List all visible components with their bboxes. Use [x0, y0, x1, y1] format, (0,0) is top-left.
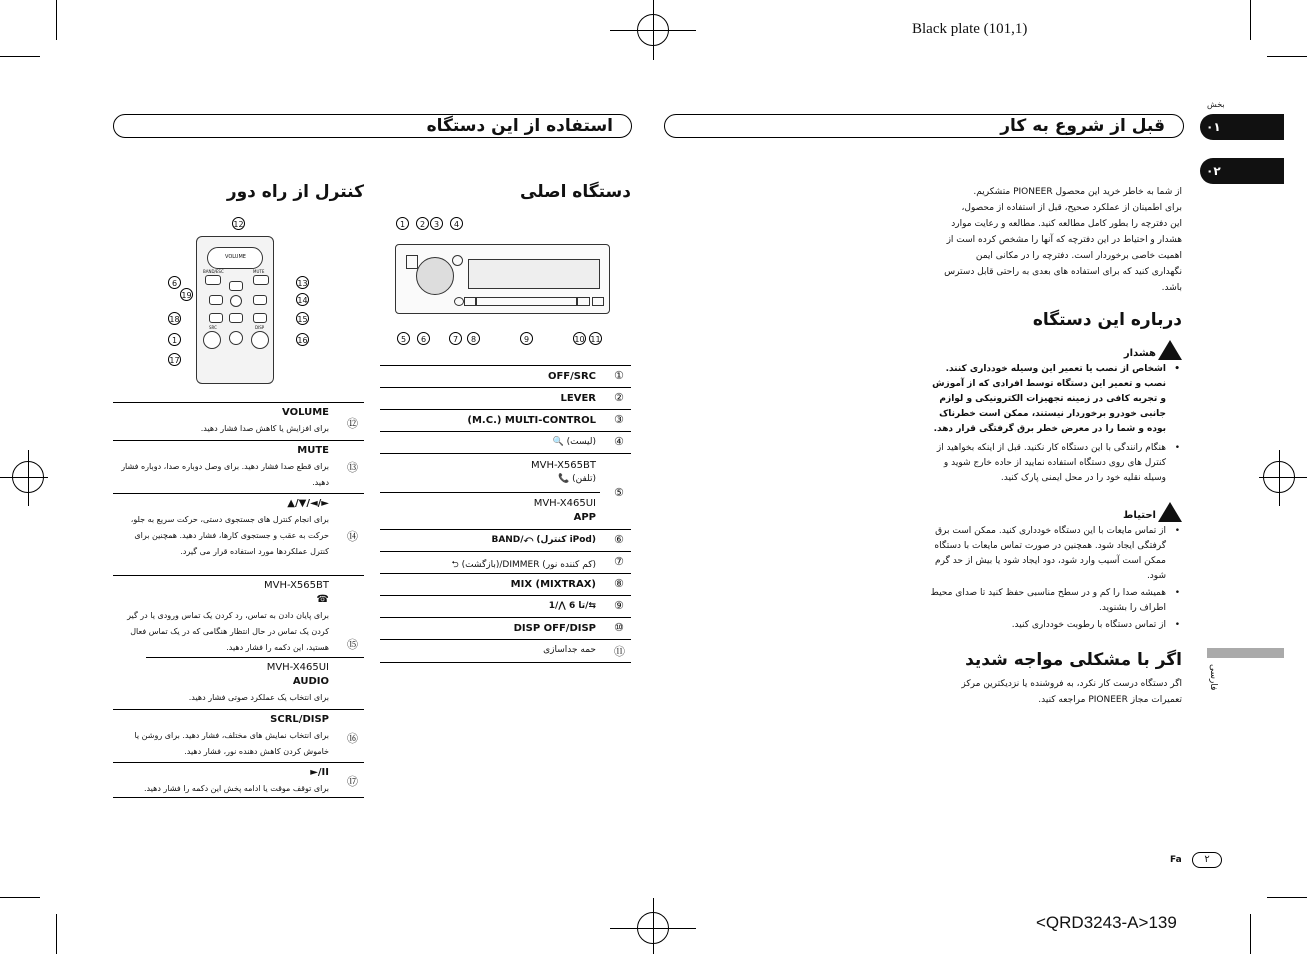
row-text: برای پایان دادن به تماس، رد کردن یک تماس ورودی یا در گیر کردن یک تماس در حال انتظار هنگامی که در یک تماس فعال هستید، این دکمه را فشار دهید. — [127, 611, 329, 652]
callout-7: 7 — [449, 332, 462, 345]
crosshair — [653, 0, 654, 60]
caution-item — [930, 586, 1182, 616]
src-label: SRC — [209, 325, 217, 330]
bullet-icon: • — [1174, 364, 1180, 374]
warning-list — [930, 362, 1182, 486]
row-number: ⑬ — [347, 461, 358, 474]
problem-line: اگر دستگاه درست کار نکرد، به فروشنده یا نزدیکترین مرکز — [961, 679, 1182, 689]
caution-text: همیشه صدا را کم و در سطح مناسبی حفظ کنید تا صدای محیط اطراف را بشنوید. — [930, 588, 1166, 613]
row-label-2: 📞 (تلفن) — [558, 474, 596, 484]
intro-line: نگهداری کنید که برای استفاده های بعدی به راحتی قابل دسترس — [944, 267, 1182, 277]
unit-row — [380, 529, 631, 551]
unit-row — [380, 639, 631, 663]
callout-1: 1 — [168, 333, 181, 346]
callout-8: 8 — [467, 332, 480, 345]
callout-6: 6 — [417, 332, 430, 345]
row-number: ⑭ — [347, 530, 358, 543]
volume-knob[interactable] — [416, 257, 454, 295]
row-number: ⑩ — [614, 621, 624, 634]
row-subheading: AUDIO — [292, 676, 329, 687]
row-number: ② — [614, 391, 624, 404]
warning-text: اشخاص از نصب یا تعمیر این وسیله خودداری کنند. نصب و تعمیر این دستگاه توسط افرادی که از آموزش و تجربه کافی در زمینه تجهیزات الکترونیکی و لوازم جانبی خودرو برخوردار نیستند، ممکن است خطرناک بوده و شما را در معرض خطر برق گرفتگی قرار دهد. — [932, 364, 1166, 434]
row-number: ⑤ — [614, 486, 624, 499]
row-number: ④ — [614, 435, 624, 448]
row-heading: ▲/▼/◄/► — [287, 498, 329, 509]
crosshair — [1279, 450, 1280, 506]
row-label: LEVER — [560, 393, 596, 404]
down-button[interactable] — [229, 313, 243, 323]
display-screen — [468, 259, 600, 289]
tab-02-label: ۰۲ — [1206, 164, 1221, 178]
row-heading: MVH-X565BT — [263, 580, 329, 591]
head-unit-illustration — [395, 244, 610, 314]
intro-line: از شما به خاطر خرید این محصول PIONEER متشکریم. — [973, 187, 1182, 197]
crop-mark — [56, 914, 57, 954]
callout-19: 19 — [180, 288, 193, 301]
callout-5: 5 — [397, 332, 410, 345]
callout-16: 16 — [296, 333, 309, 346]
row-label: 🔍 (لیست) — [552, 437, 596, 447]
row-number: ⑫ — [347, 417, 358, 430]
audio-button[interactable] — [209, 313, 223, 323]
row-divider — [380, 492, 600, 493]
caution-text: از تماس مایعات با این دستگاه خودداری کنید. ممکن است برق گرفتگی ایجاد شود. همچنین در صورت تماس مایعات با دستگاه ممکن است آسیب وارد شود، دود ایجاد شود یا بیش از حد گرم شود. — [934, 526, 1166, 581]
tab-01-label: ۰۱ — [1206, 120, 1221, 134]
intro-line: باشد. — [1161, 283, 1182, 293]
callout-1: 1 — [396, 217, 409, 230]
unit-row — [380, 595, 631, 617]
bullet-icon: • — [1174, 620, 1180, 630]
intro-line: هشدار و احتیاط در این دفترچه که آنها را مشخص کرده است از — [946, 235, 1182, 245]
right-section-header — [664, 114, 1184, 138]
unit-row — [380, 453, 631, 529]
row-number: ③ — [614, 413, 624, 426]
head-unit-title: دستگاه اصلی — [520, 182, 631, 202]
mute-button[interactable] — [253, 275, 269, 285]
unit-row — [380, 365, 631, 387]
row-text: برای افزایش یا کاهش صدا فشار دهید. — [200, 424, 329, 433]
callout-10: 10 — [573, 332, 586, 345]
row-number: ⑧ — [614, 577, 624, 590]
callout-11: 11 — [589, 332, 602, 345]
caution-text: از تماس دستگاه با رطوبت خودداری کنید. — [1011, 620, 1166, 630]
caution-list — [930, 524, 1182, 633]
callout-15: 15 — [296, 312, 309, 325]
up-button[interactable] — [229, 281, 243, 291]
row-text: برای انتخاب نمایش های مختلف، فشار دهید. برای روشن یا خاموش کردن کاهش دهنده نور، فشار دهید. — [134, 731, 329, 756]
row-label: BAND/⤺ (کنترل iPod) — [491, 535, 596, 545]
section-label: بخش — [1207, 100, 1225, 109]
page-number: ۲ — [1204, 854, 1210, 865]
row-number: ⑨ — [614, 599, 624, 612]
row-text: برای انجام کنترل های جستجوی دستی، حرکت سریع به جلو، حرکت به عقب و جستجوی کارها، فشار دهید. همچنین برای کنترل عملکردها مورد استفاده قرار می گیرد. — [130, 515, 329, 556]
callout-6: 6 — [168, 276, 181, 289]
remote-row-mute — [113, 440, 364, 493]
band-label: BAND/ESC — [203, 269, 224, 274]
center-button[interactable] — [230, 295, 242, 307]
crop-mark — [1250, 914, 1251, 954]
disp-button[interactable] — [576, 297, 590, 306]
row-number: ① — [614, 369, 624, 382]
unit-row — [380, 431, 631, 453]
row-label: 1/⋀ تا 6/⇆ — [548, 601, 596, 611]
crop-mark — [0, 56, 40, 57]
language-code: Fa — [1170, 855, 1182, 865]
right-header-title: قبل از شروع به کار — [1000, 116, 1165, 136]
tab-section-01[interactable] — [1200, 114, 1284, 140]
row-label: MIX (MIXTRAX) — [510, 579, 596, 590]
problem-title: اگر با مشکلی مواجه شدید — [965, 650, 1182, 670]
remote-row-scrl-disp — [113, 709, 364, 762]
bullet-icon: • — [1174, 526, 1180, 536]
preset-buttons[interactable] — [476, 297, 578, 306]
remote-control-illustration — [196, 236, 274, 384]
unit-row — [380, 617, 631, 639]
footer-code: <QRD3243-A>139 — [1036, 913, 1177, 932]
right-button[interactable] — [253, 295, 267, 305]
callout-9: 9 — [520, 332, 533, 345]
row-heading: MVH-X465UI — [266, 662, 329, 673]
row-number: ⑯ — [347, 732, 358, 745]
crop-mark — [0, 897, 40, 898]
remote-row-arrows — [113, 493, 364, 575]
callout-13: 13 — [296, 276, 309, 289]
about-title: درباره این دستگاه — [1032, 310, 1182, 330]
row-text: برای توقف موقت یا ادامه پخش این دکمه را فشار دهید. — [143, 784, 329, 793]
row-text: برای قطع صدا فشار دهید. برای وصل دوباره صدا، دوباره فشار دهید. — [121, 462, 329, 487]
phone-icon: ☎ — [316, 594, 329, 605]
intro-line: اهمیت خاصی برخوردار است. دفترچه را در مکانی ایمن — [975, 251, 1182, 261]
caution-icon — [1158, 502, 1182, 522]
src-button[interactable] — [406, 255, 418, 269]
row-heading: ►/II — [310, 767, 329, 778]
back-button[interactable] — [454, 297, 464, 306]
volume-label: VOLUME — [225, 254, 246, 260]
unit-row — [380, 551, 631, 573]
callout-17: 17 — [168, 353, 181, 366]
remote-row-audio — [146, 657, 364, 709]
page-number-badge — [1192, 852, 1222, 868]
row-heading: VOLUME — [282, 407, 329, 418]
intro-paragraph — [930, 184, 1182, 296]
unit-row — [380, 573, 631, 595]
row-number: ⑮ — [347, 638, 358, 651]
callout-2: 2 — [416, 217, 429, 230]
row-label: (M.C.) MULTI-CONTROL — [467, 415, 596, 426]
mix-button[interactable] — [464, 297, 476, 306]
warning-label: هشدار — [1123, 348, 1156, 359]
row-number: ⑰ — [347, 775, 358, 788]
intro-line: برای اطمینان از عملکرد صحیح، قبل از استفاده از محصول، — [961, 203, 1182, 213]
remote-row-volume — [113, 402, 364, 440]
crop-mark — [1267, 56, 1307, 57]
problem-line: تعمیرات مجاز PIONEER مراجعه کنید. — [1038, 695, 1182, 705]
crop-mark — [1267, 897, 1307, 898]
volume-button[interactable] — [207, 247, 263, 269]
intro-line: این دفترچه را بطور کامل مطالعه کنید. مطالعه و رعایت موارد — [951, 219, 1182, 229]
crosshair — [1259, 477, 1307, 478]
warning-text: هنگام رانندگی با این دستگاه کار نکنید. قبل از اینکه بخواهید از کنترل های روی دستگاه استفاده نمایید از حاده خارج شوید و وسیله نقلیه خود را در محل ایمنی پارک کنید. — [936, 443, 1166, 483]
callout-12: 12 — [232, 217, 245, 230]
row-label-3: MVH-X465UI — [533, 498, 596, 509]
unit-row — [380, 387, 631, 409]
crosshair — [0, 477, 48, 478]
left-button[interactable] — [209, 295, 223, 305]
row-label-4: APP — [573, 512, 596, 523]
mute-label: MUTE — [253, 269, 265, 274]
bullet-icon: • — [1174, 443, 1180, 453]
side-language-label: فارسی — [1208, 664, 1218, 691]
row-label: DISP OFF/DISP — [513, 623, 596, 634]
row-heading: SCRL/DISP — [270, 714, 329, 725]
search-icon[interactable] — [452, 255, 463, 266]
src-button[interactable] — [203, 331, 221, 349]
callout-4: 4 — [450, 217, 463, 230]
crop-mark — [56, 0, 57, 40]
remote-row-phone — [113, 575, 364, 657]
tab-section-02[interactable] — [1200, 158, 1284, 184]
caution-item — [930, 618, 1182, 633]
row-number: ⑦ — [614, 555, 624, 568]
row-number: ⑥ — [614, 533, 624, 546]
unit-row — [380, 409, 631, 431]
row-label: OFF/SRC — [547, 371, 596, 382]
caution-item — [930, 524, 1182, 584]
callout-14: 14 — [296, 293, 309, 306]
crosshair — [28, 450, 29, 506]
phone-button[interactable] — [229, 331, 243, 345]
plate-label: Black plate (101,1) — [912, 21, 1028, 37]
row-heading: MUTE — [297, 445, 329, 456]
crosshair — [653, 898, 654, 954]
disp-label: DISP — [255, 325, 265, 330]
row-label: حمه جداسازی — [543, 645, 596, 655]
disp-button[interactable] — [251, 331, 269, 349]
caution-label: احتیاط — [1123, 510, 1156, 521]
left-section-header — [113, 114, 632, 138]
detach-button[interactable] — [592, 297, 604, 306]
remote-row-play-pause — [113, 762, 364, 798]
row-label: MVH-X565BT — [530, 460, 596, 471]
remote-title: کنترل از راه دور — [226, 182, 364, 202]
left-header-title: استفاده از این دستگاه — [426, 116, 613, 136]
warning-icon — [1158, 340, 1182, 360]
row-text: برای انتخاب یک عملکرد صوتی فشار دهید. — [188, 693, 329, 702]
problem-paragraph — [930, 676, 1182, 708]
crop-mark — [1250, 0, 1251, 40]
row-label: ⮌ (بازگشت)/DIMMER (کم کننده نور) — [451, 560, 596, 570]
bullet-icon: • — [1174, 588, 1180, 598]
scrl-disp-button[interactable] — [253, 313, 267, 323]
row-number: ⑪ — [614, 645, 625, 658]
callout-3: 3 — [430, 217, 443, 230]
callout-18: 18 — [168, 312, 181, 325]
language-tab[interactable] — [1207, 648, 1284, 658]
warning-item — [930, 441, 1182, 486]
band-button[interactable] — [205, 275, 221, 285]
warning-item — [930, 362, 1182, 437]
